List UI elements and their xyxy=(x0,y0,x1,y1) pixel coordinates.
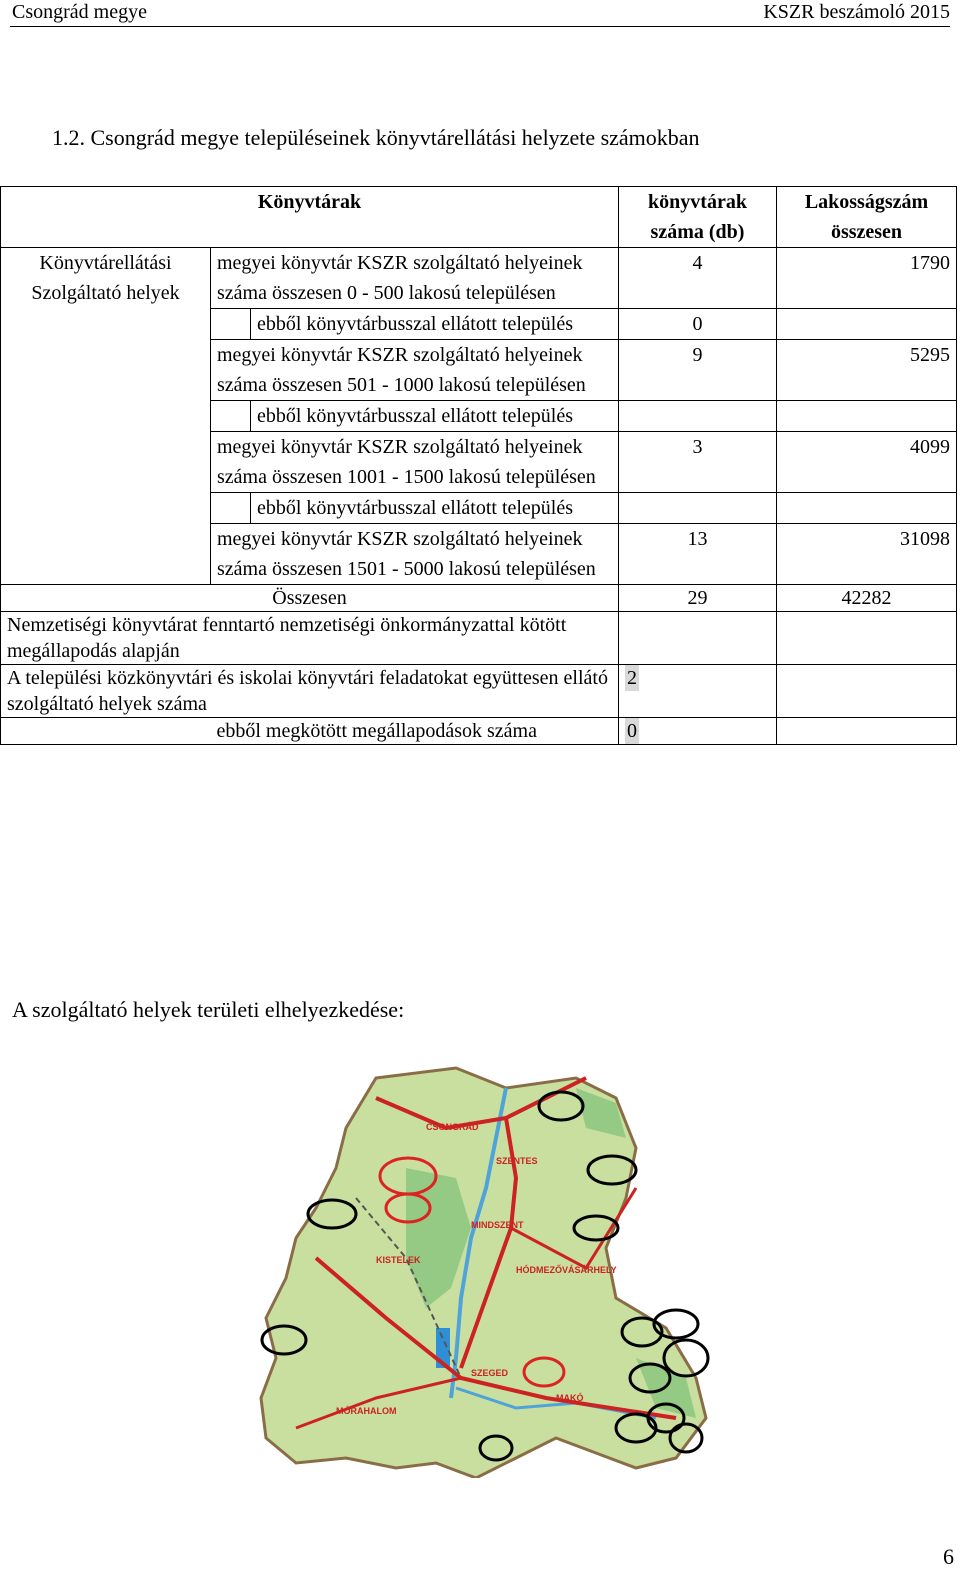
row-count: 0 xyxy=(619,309,777,340)
row-population xyxy=(777,493,957,524)
row-population xyxy=(777,401,957,432)
header-population: Lakosságszám összesen xyxy=(777,187,957,248)
header-count: könyvtárak száma (db) xyxy=(619,187,777,248)
row-population: 31098 xyxy=(777,524,957,585)
row-label: megyei könyvtár KSZR szolgáltató helyeinek száma összesen 1501 - 5000 lakosú településen xyxy=(211,524,619,585)
header-county: Csongrád megye xyxy=(12,1,147,23)
row-population xyxy=(777,718,957,745)
map-town-label: MAKÓ xyxy=(556,1393,584,1403)
row-label: megyei könyvtár KSZR szolgáltató helyeinek száma összesen 501 - 1000 lakosú településen xyxy=(211,340,619,401)
group-label: Könyvtárellátási Szolgáltató helyek xyxy=(1,248,211,585)
row-count xyxy=(619,612,777,665)
row-count xyxy=(619,401,777,432)
row-count: 4 xyxy=(619,248,777,309)
row-count: 13 xyxy=(619,524,777,585)
county-map xyxy=(256,1058,724,1478)
row-population xyxy=(777,665,957,718)
row-population: 4099 xyxy=(777,432,957,493)
row-label: A települési közkönyvtári és iskolai könyvtári feladatokat együttesen ellátó szolgáltató helyek száma xyxy=(1,665,619,718)
row-count: 0 xyxy=(627,720,637,742)
map-town-label: KISTELEK xyxy=(376,1255,421,1265)
section-title: 1.2. Csongrád megye településeinek könyvtárellátási helyzete számokban xyxy=(52,125,700,150)
row-label: megyei könyvtár KSZR szolgáltató helyeinek száma összesen 1001 - 1500 lakosú településen xyxy=(211,432,619,493)
total-count: 29 xyxy=(619,585,777,612)
total-population: 42282 xyxy=(777,585,957,612)
row-label: ebből könyvtárbusszal ellátott település xyxy=(251,401,619,432)
row-label: ebből könyvtárbusszal ellátott település xyxy=(251,493,619,524)
row-population xyxy=(777,612,957,665)
header-libraries: Könyvtárak xyxy=(1,187,619,248)
header-report-title: KSZR beszámoló 2015 xyxy=(763,1,950,23)
row-count: 9 xyxy=(619,340,777,401)
page-number: 6 xyxy=(943,1544,954,1569)
total-label: Összesen xyxy=(1,585,619,612)
row-count xyxy=(619,493,777,524)
map-town-label: SZEGED xyxy=(471,1368,509,1378)
row-count: 2 xyxy=(627,667,637,689)
map-town-label: SZENTES xyxy=(496,1156,538,1166)
row-label: ebből megkötött megállapodások száma xyxy=(211,718,619,745)
map-caption: A szolgáltató helyek területi elhelyezkedése: xyxy=(12,997,405,1022)
map-town-label: HÓDMEZŐVÁSÁRHELY xyxy=(516,1265,617,1275)
row-label: ebből könyvtárbusszal ellátott település xyxy=(251,309,619,340)
row-label: megyei könyvtár KSZR szolgáltató helyeinek száma összesen 0 - 500 lakosú településen xyxy=(211,248,619,309)
map-town-label: MÓRAHALOM xyxy=(336,1406,397,1416)
row-population xyxy=(777,309,957,340)
row-count: 3 xyxy=(619,432,777,493)
row-population: 1790 xyxy=(777,248,957,309)
library-stats-table xyxy=(0,186,957,745)
row-population: 5295 xyxy=(777,340,957,401)
row-label: Nemzetiségi könyvtárat fenntartó nemzetiségi önkormányzattal kötött megállapodás alapján xyxy=(1,612,619,665)
map-town-label: MINDSZENT xyxy=(471,1220,524,1230)
header-divider xyxy=(10,26,950,27)
map-town-label: CSONGRÁD xyxy=(426,1122,479,1132)
